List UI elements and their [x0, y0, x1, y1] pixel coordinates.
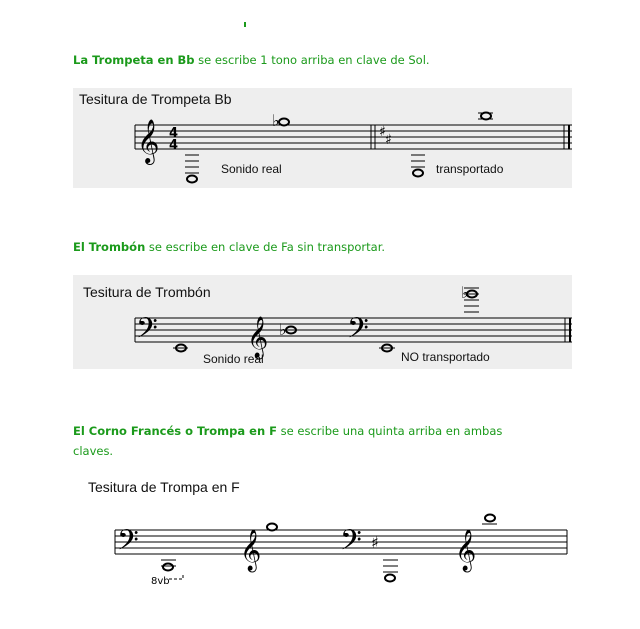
bass-clef-icon: 𝄢	[340, 524, 362, 564]
trumpet-heading: La Trompeta en Bb	[73, 53, 195, 67]
flat-icon: ♭	[279, 320, 287, 339]
horn-description	[73, 421, 502, 461]
horn-staff	[115, 500, 575, 610]
treble-clef-icon: 𝄞	[137, 119, 160, 163]
horn-low-note	[163, 564, 173, 571]
trombone-label-not-transposed: NO transportado	[401, 350, 490, 364]
treble-clef-icon: 𝄞	[455, 530, 477, 571]
horn-heading: El Corno Francés o Trompa en F	[73, 424, 277, 438]
trumpet-range-title: Tesitura de Trompeta Bb	[79, 91, 232, 107]
trumpet-staff	[73, 88, 572, 188]
treble-clef-icon: 𝄞	[240, 530, 262, 571]
time-signature-top: 4	[169, 126, 179, 141]
flat-icon: ♭	[461, 283, 469, 302]
trumpet-text: se escribe 1 tono arriba en clave de Sol.	[194, 53, 430, 67]
trumpet-label-real: Sonido real	[221, 162, 282, 176]
trombone-staff	[73, 275, 572, 369]
trumpet-low-note	[187, 176, 197, 183]
bass-clef-icon: 𝄢	[136, 312, 158, 352]
sharp-icon: ♯	[379, 124, 386, 140]
horn-high-note	[267, 524, 277, 531]
sharp-icon: ♯	[385, 132, 392, 148]
horn-range-title: Tesitura de Trompa en F	[88, 479, 240, 495]
trumpet-high-note	[279, 119, 289, 126]
horn-text-line2: claves.	[73, 444, 114, 458]
bass-clef-icon: 𝄢	[117, 524, 139, 564]
horn-text: se escribe una quinta arriba en ambas	[277, 424, 503, 438]
horn-high-note-written	[485, 515, 495, 522]
time-signature-bottom: 4	[169, 138, 179, 153]
trombone-text: se escribe en clave de Fa sin transportar.	[145, 240, 386, 254]
flat-icon: ♭	[272, 111, 280, 130]
octave-mark: 8vb	[151, 576, 170, 587]
trombone-description	[73, 237, 385, 257]
stray-mark	[244, 22, 246, 27]
horn-low-note-written	[385, 575, 395, 582]
treble-clef-icon: 𝄞	[247, 317, 269, 358]
trumpet-description	[73, 50, 430, 70]
sharp-icon: ♯	[371, 533, 379, 552]
bass-clef-icon: 𝄢	[347, 312, 369, 352]
trombone-label-real: Sonido real	[203, 352, 264, 366]
trumpet-label-transposed: transportado	[436, 162, 504, 176]
trumpet-low-note-transposed	[413, 170, 423, 177]
trumpet-high-note-transposed	[481, 113, 491, 120]
trombone-heading: El Trombón	[73, 240, 146, 254]
trombone-range-title: Tesitura de Trombón	[83, 284, 211, 300]
